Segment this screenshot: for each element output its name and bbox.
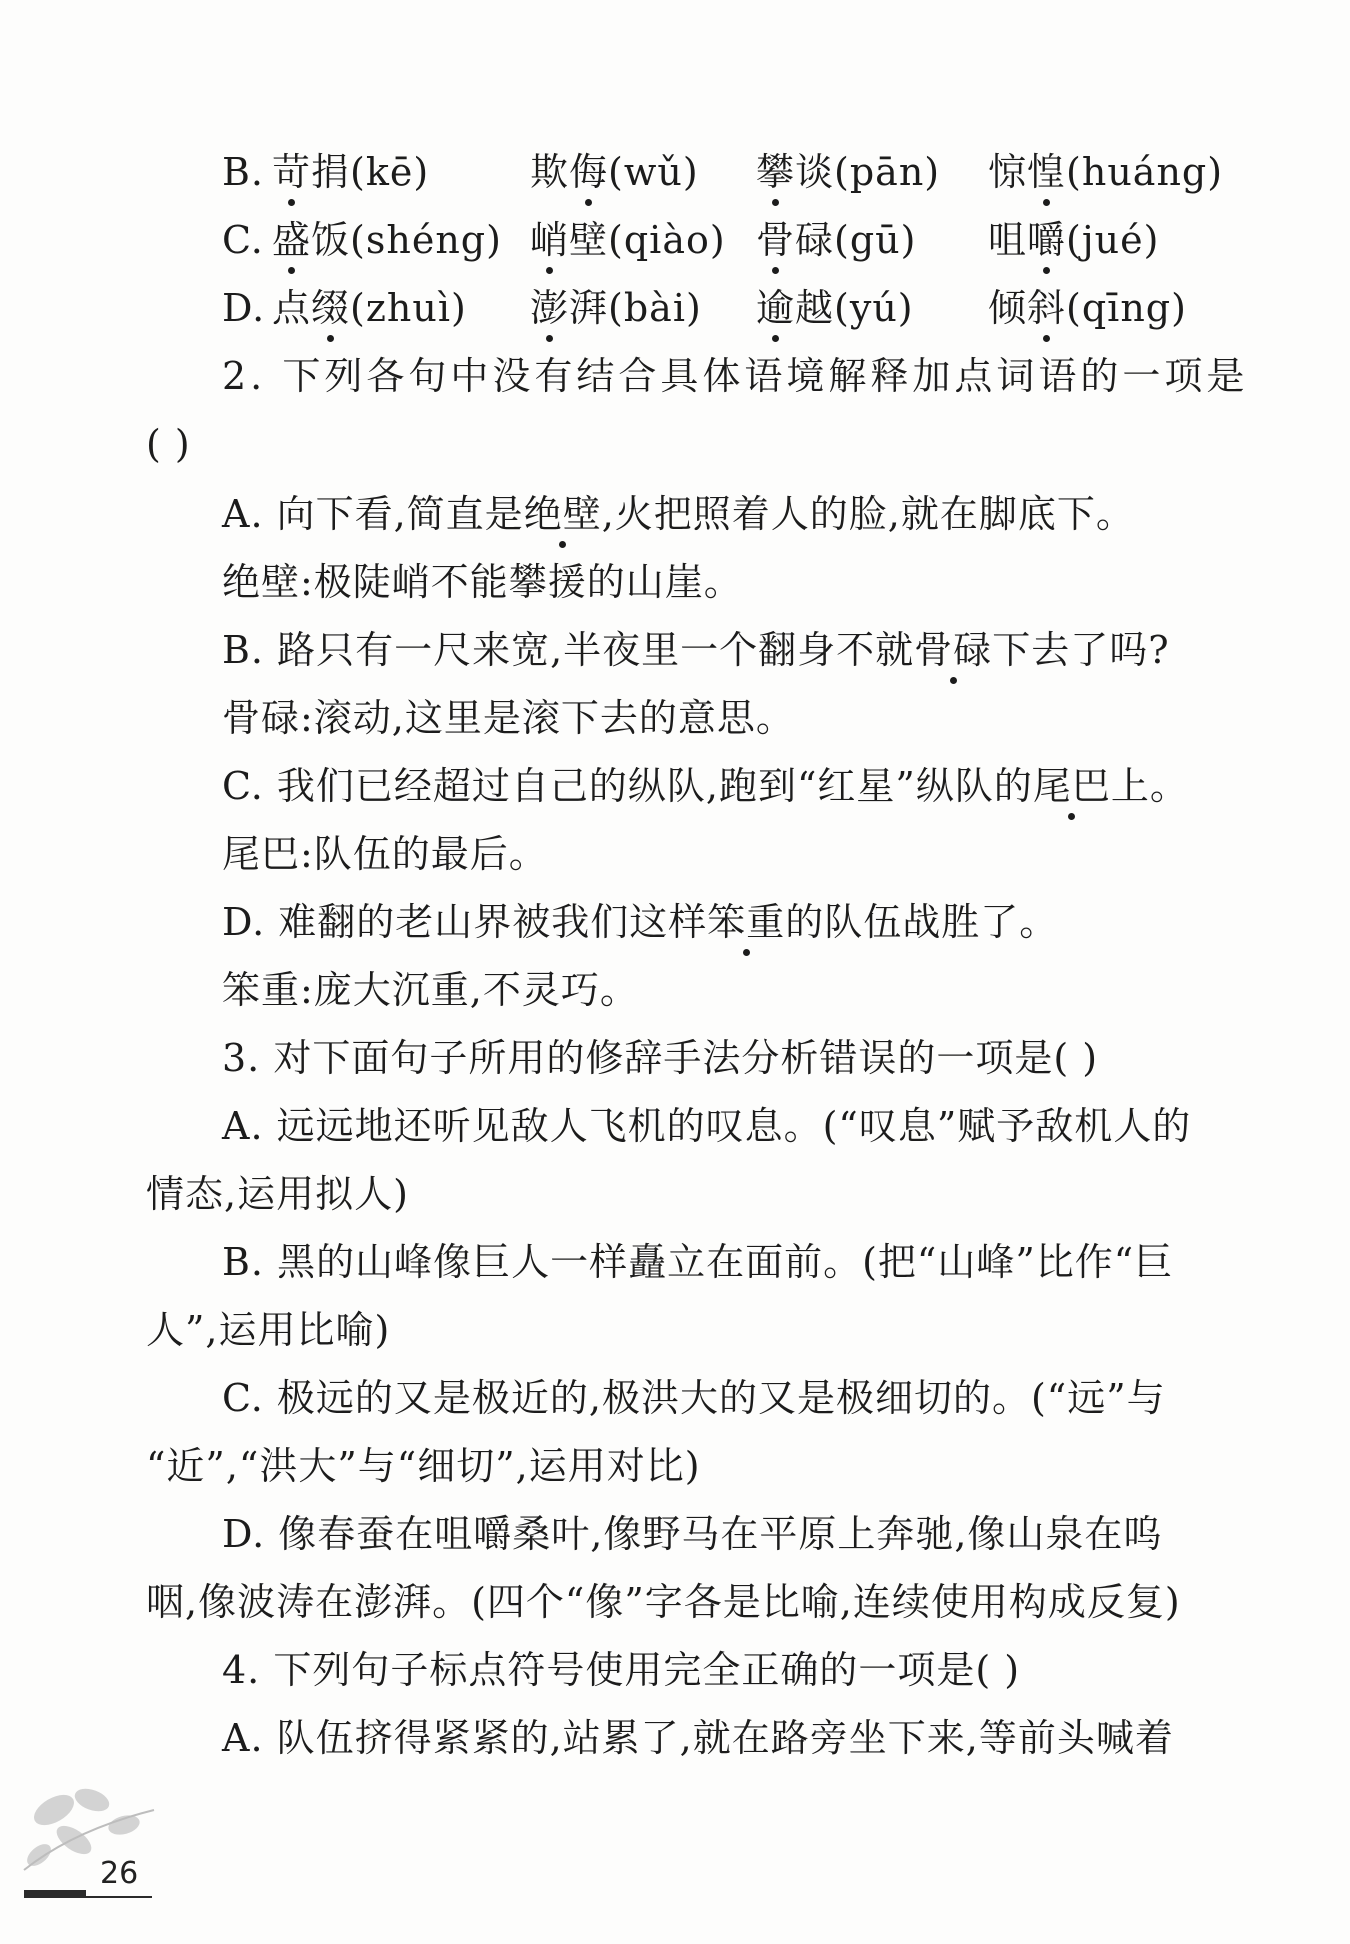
q4-stem: 4. 下列句子标点符号使用完全正确的一项是( ) [222, 1648, 1021, 1692]
q2-option-c: C. 我们已经超过自己的纵队,跑到“红星”纵队的尾巴上。 [222, 764, 1189, 808]
q1-option-item: 欺侮(wǔ) [530, 150, 699, 194]
dotted-char: 逾 [756, 286, 796, 330]
q2-option-a-explanation: 绝壁:极陡峭不能攀援的山崖。 [222, 560, 743, 604]
q1-option-label: D. [222, 286, 266, 330]
q4-option-a-line1: A. 队伍挤得紧紧的,站累了,就在路旁坐下来,等前头喊着 [222, 1716, 1174, 1760]
q1-option-item: 澎湃(bài) [530, 286, 702, 330]
leaf-decoration-icon [14, 1770, 164, 1880]
q2-option-d-explanation: 笨重:庞大沉重,不灵巧。 [222, 968, 639, 1012]
dotted-char: 骨 [756, 218, 796, 262]
dotted-char: 盛 [272, 218, 312, 262]
q3-option-d-line2: 咽,像波涛在澎湃。(四个“像”字各是比喻,连续使用构成反复) [146, 1580, 1181, 1624]
q1-option-item: 咀嚼(jué) [988, 218, 1160, 262]
q1-option-item: 点缀(zhuì) [272, 286, 467, 330]
dotted-word: 绝壁 [523, 492, 602, 536]
q2-stem-line1: 2. 下列各句中没有结合具体语境解释加点词语的一项是 [222, 354, 1249, 398]
dotted-char: 嚼 [1027, 218, 1067, 262]
q2-option-b-explanation: 骨碌:滚动,这里是滚下去的意思。 [222, 696, 795, 740]
q3-stem: 3. 对下面句子所用的修辞手法分析错误的一项是( ) [222, 1036, 1099, 1080]
q1-option-item: 攀谈(pān) [756, 150, 941, 194]
q1-option-item: 惊惶(huáng) [988, 150, 1224, 194]
footer-bar [24, 1890, 86, 1898]
q2-option-b: B. 路只有一尺来宽,半夜里一个翻身不就骨碌下去了吗? [222, 628, 1170, 672]
q3-option-b-line2: 人”,运用比喻) [146, 1308, 391, 1352]
dotted-word: 尾巴 [1032, 764, 1111, 808]
dotted-word: 骨碌 [914, 628, 993, 672]
q3-option-c-line2: “近”,“洪大”与“细切”,运用对比) [146, 1444, 701, 1488]
q1-option-label: B. [222, 150, 265, 194]
q2-option-d: D. 难翻的老山界被我们这样笨重的队伍战胜了。 [222, 900, 1059, 944]
q1-option-item: 逾越(yú) [756, 286, 914, 330]
dotted-char: 澎 [530, 286, 570, 330]
dotted-char: 斜 [1027, 286, 1067, 330]
dotted-char: 惶 [1027, 150, 1067, 194]
dotted-char: 侮 [569, 150, 609, 194]
q2-stem-line2: ( ) [146, 422, 191, 466]
q3-option-c-line1: C. 极远的又是极近的,极洪大的又是极细切的。(“远”与 [222, 1376, 1166, 1420]
page-number: 26 [100, 1856, 139, 1891]
q1-option-item: 骨碌(gū) [756, 218, 917, 262]
q2-option-c-explanation: 尾巴:队伍的最后。 [222, 832, 548, 876]
dotted-char: 苛 [272, 150, 312, 194]
q2-option-a: A. 向下看,简直是绝壁,火把照着人的脸,就在脚底下。 [222, 492, 1135, 536]
q3-option-a-line2: 情态,运用拟人) [146, 1172, 409, 1216]
q3-option-a-line1: A. 远远地还听见敌人飞机的叹息。(“叹息”赋予敌机人的 [222, 1104, 1192, 1148]
dotted-word: 笨重 [707, 900, 786, 944]
dotted-char: 峭 [530, 218, 570, 262]
q3-option-b-line1: B. 黑的山峰像巨人一样矗立在面前。(把“山峰”比作“巨 [222, 1240, 1174, 1284]
q1-option-label: C. [222, 218, 264, 262]
q3-option-d-line1: D. 像春蚕在咀嚼桑叶,像野马在平原上奔驰,像山泉在呜 [222, 1512, 1163, 1556]
dotted-char: 攀 [756, 150, 796, 194]
q1-option-item: 峭壁(qiào) [530, 218, 726, 262]
q1-option-item: 盛饭(shéng) [272, 218, 502, 262]
footer-rule [86, 1896, 152, 1898]
q1-option-item: 倾斜(qīng) [988, 286, 1187, 330]
dotted-char: 缀 [311, 286, 351, 330]
q1-option-item: 苛捐(kē) [272, 150, 430, 194]
